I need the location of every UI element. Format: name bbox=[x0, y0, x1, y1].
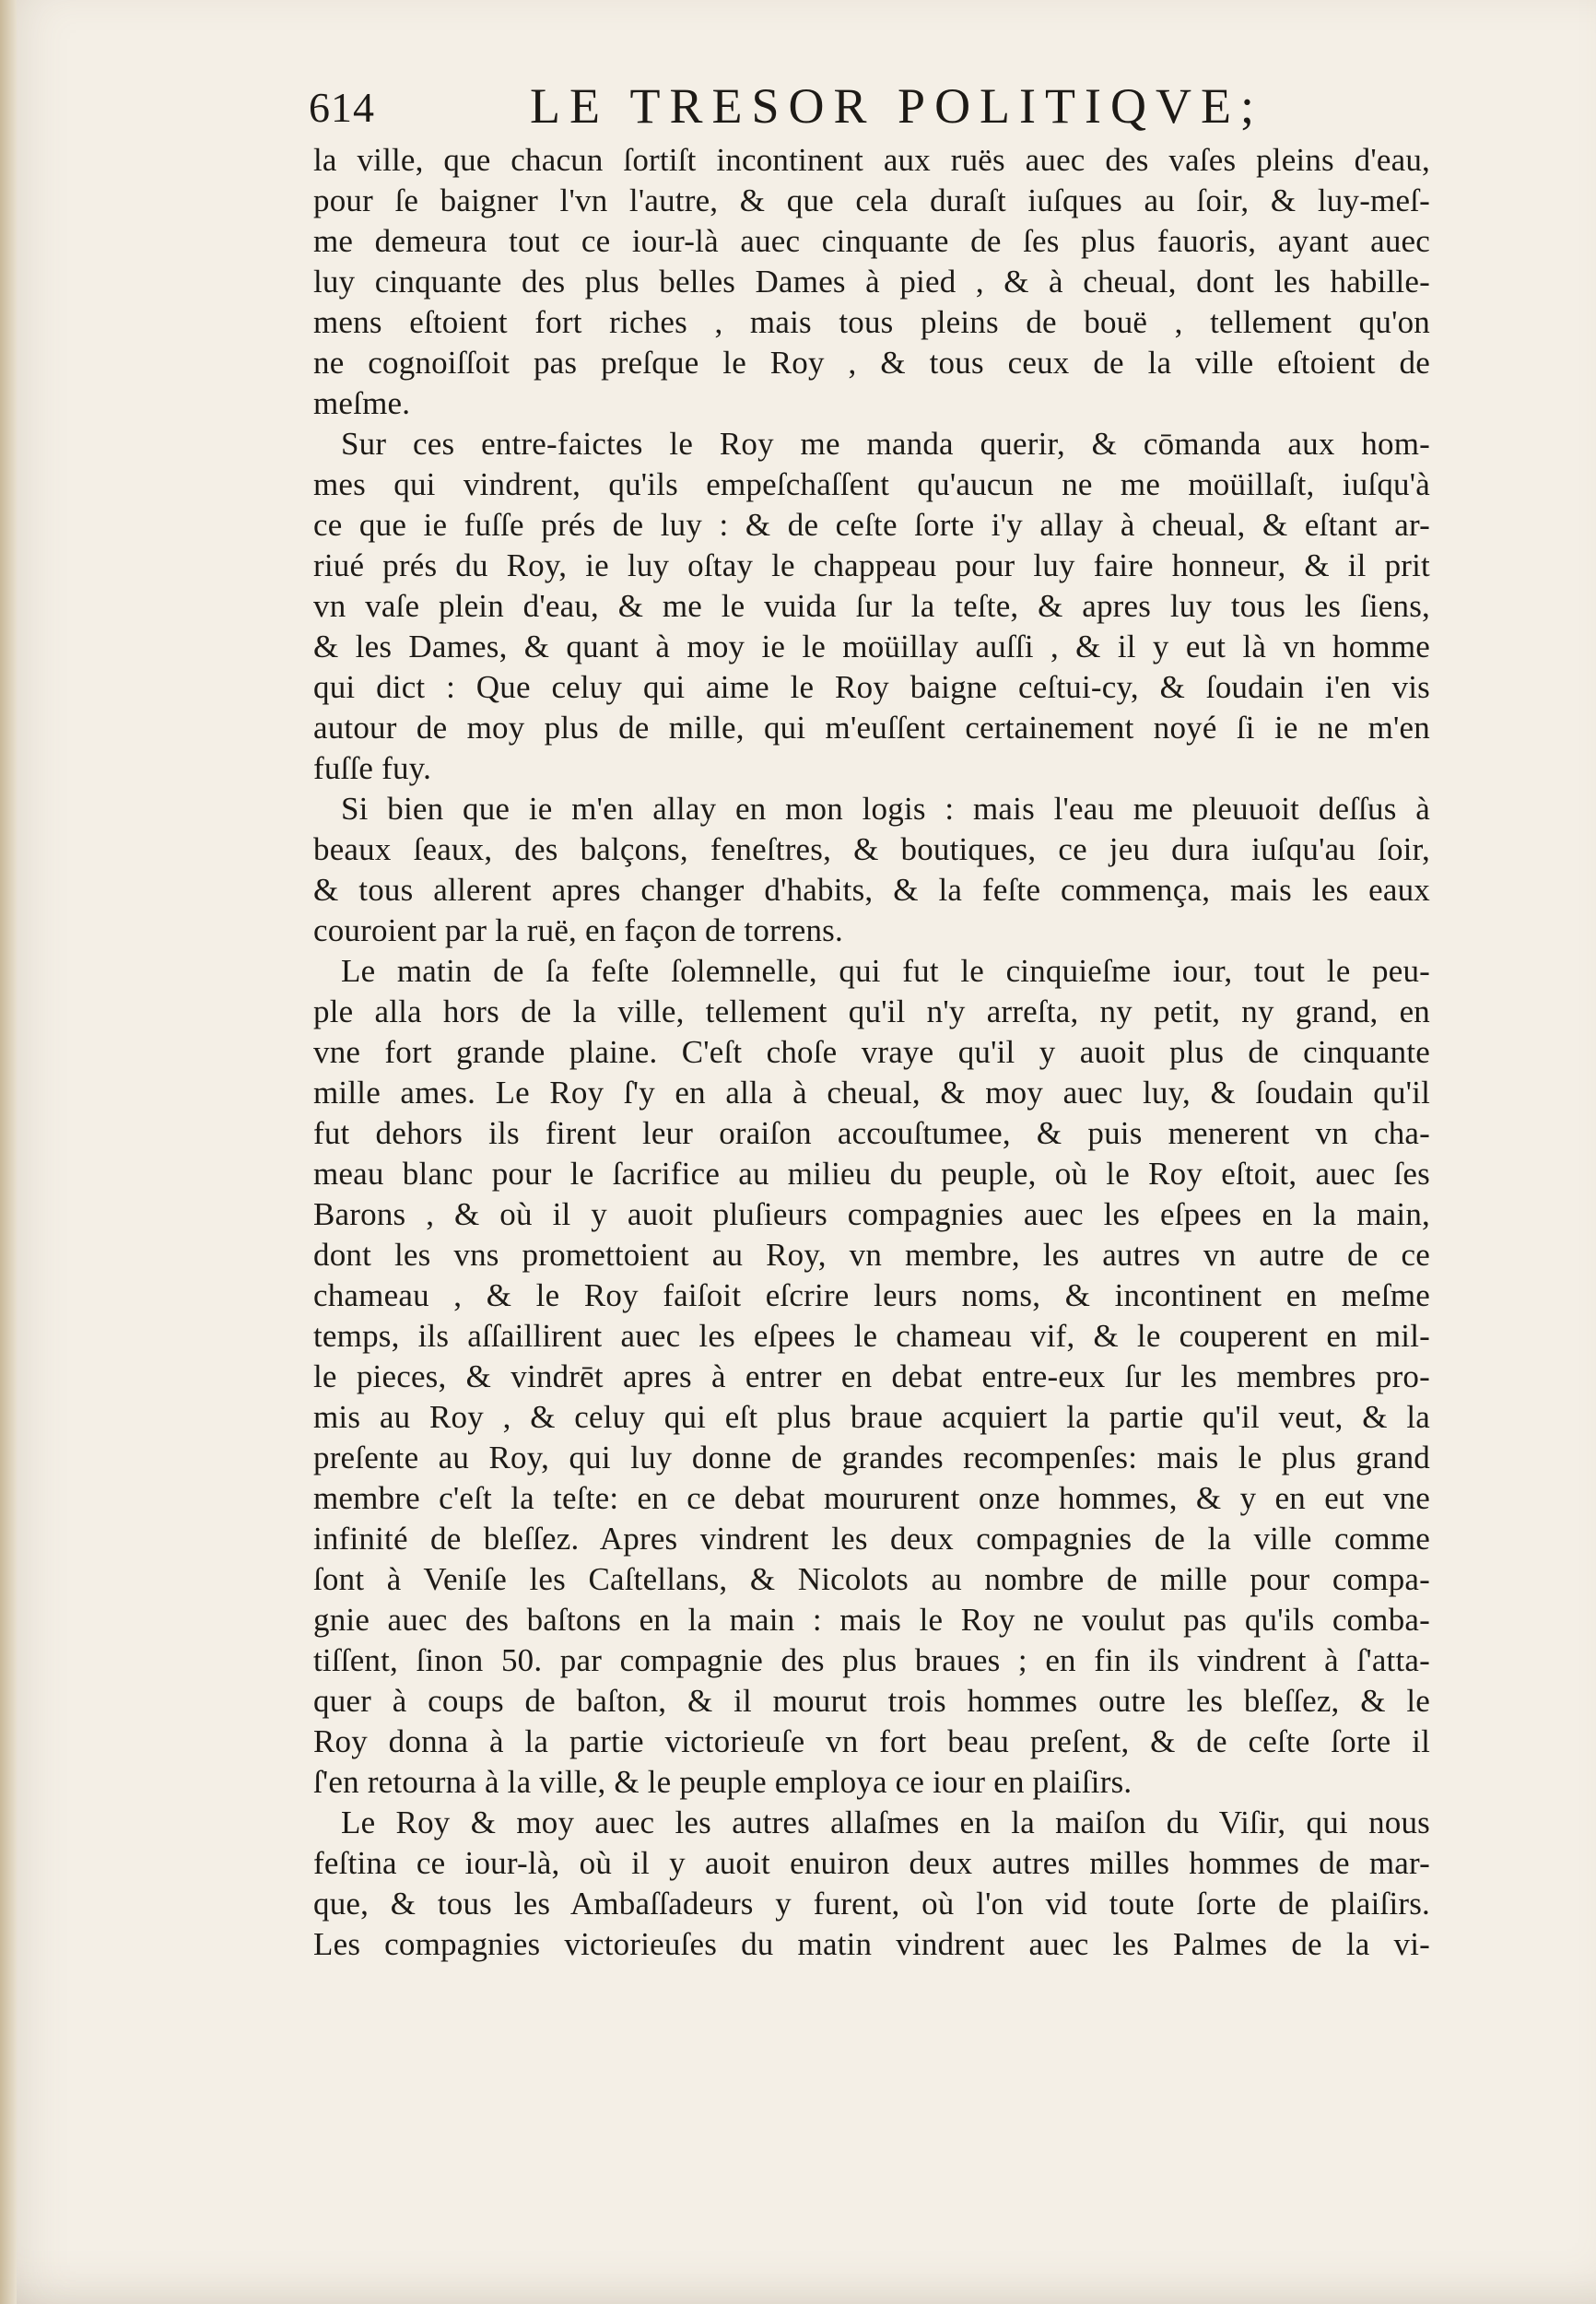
running-head: LE TRESOR POLITIQVE; bbox=[530, 78, 1263, 134]
text-line: me demeura tout ce iour-là auec cinquante de ſes plus fauoris, ayant auec bbox=[313, 223, 1430, 259]
text-line: meſme. bbox=[313, 385, 411, 421]
body-text bbox=[313, 140, 1430, 1965]
text-line: dont les vns promettoient au Roy, vn membre, les autres vn autre de ce bbox=[313, 1237, 1430, 1273]
text-line: feſtina ce iour-là, où il y auoit enuiron deux autres milles hommes de mar- bbox=[313, 1845, 1430, 1881]
page-header bbox=[309, 72, 1263, 136]
page-number: 614 bbox=[309, 84, 375, 131]
text-line: ce que ie fuſſe prés de luy : & de ceſte ſorte i'y allay à cheual, & eſtant ar- bbox=[313, 507, 1430, 543]
text-line: infinité de bleſſez. Apres vindrent les deux compagnies de la ville comme bbox=[313, 1521, 1430, 1557]
text-line: Les compagnies victorieuſes du matin vindrent auec les Palmes de la vi- bbox=[313, 1926, 1430, 1962]
text-line: couroient par la ruë, en façon de torrens. bbox=[313, 912, 843, 948]
text-line: ſont à Veniſe les Caſtellans, & Nicolots au nombre de mille pour compa- bbox=[313, 1561, 1430, 1597]
text-line: ſ'en retourna à la ville, & le peuple employa ce iour en plaiſirs. bbox=[313, 1764, 1132, 1800]
text-line: Si bien que ie m'en allay en mon logis : mais l'eau me pleuuoit deſſus à bbox=[341, 791, 1430, 827]
text-line: Sur ces entre-faictes le Roy me manda querir, & cōmanda aux hom- bbox=[341, 426, 1430, 462]
text-line: que, & tous les Ambaſſadeurs y furent, où l'on vid toute ſorte de plaiſirs. bbox=[313, 1886, 1430, 1922]
text-line: chameau , & le Roy faiſoit eſcrire leurs noms, & incontinent en meſme bbox=[313, 1277, 1430, 1313]
text-line: mille ames. Le Roy ſ'y en alla à cheual, & moy auec luy, & ſoudain qu'il bbox=[313, 1075, 1430, 1111]
text-line: mens eſtoient fort riches , mais tous pleins de bouë , tellement qu'on bbox=[313, 304, 1430, 340]
text-line: qui dict : Que celuy qui aime le Roy baigne ceſtui-cy, & ſoudain i'en vis bbox=[313, 669, 1430, 705]
text-line: ple alla hors de la ville, tellement qu'il n'y arreſta, ny petit, ny grand, en bbox=[313, 993, 1430, 1029]
text-line: fut dehors ils firent leur oraiſon accouſtumee, & puis menerent vn cha- bbox=[313, 1115, 1430, 1151]
text-line: Roy donna à la partie victorieuſe vn fort beau preſent, & de ceſte ſorte il bbox=[313, 1723, 1430, 1759]
text-line: luy cinquante des plus belles Dames à pied , & à cheual, dont les habille- bbox=[313, 264, 1430, 300]
text-line: vn vaſe plein d'eau, & me le vuida ſur la teſte, & apres luy tous les ſiens, bbox=[313, 588, 1430, 624]
text-line: riué prés du Roy, ie luy oſtay le chappeau pour luy faire honneur, & il prit bbox=[313, 547, 1430, 583]
text-line: membre c'eſt la teſte: en ce debat moururent onze hommes, & y en eut vne bbox=[313, 1480, 1430, 1516]
text-line: mis au Roy , & celuy qui eſt plus braue acquiert la partie qu'il veut, & la bbox=[313, 1399, 1430, 1435]
text-line: tiſſent, ſinon 50. par compagnie des plus braues ; en fin ils vindrent à ſ'atta- bbox=[313, 1642, 1430, 1678]
text-line: beaux ſeaux, des balçons, feneſtres, & boutiques, ce jeu dura iuſqu'au ſoir, bbox=[313, 831, 1430, 867]
text-line: & tous allerent apres changer d'habits, & la feſte commença, mais les eaux bbox=[313, 872, 1430, 908]
text-line: quer à coups de baſton, & il mourut trois hommes outre les bleſſez, & le bbox=[313, 1683, 1430, 1719]
text-line: Le Roy & moy auec les autres allaſmes en la maiſon du Viſir, qui nous bbox=[341, 1804, 1430, 1840]
text-line: gnie auec des baſtons en la main : mais le Roy ne voulut pas qu'ils comba- bbox=[313, 1602, 1430, 1638]
text-line: le pieces, & vindrēt apres à entrer en debat entre-eux ſur les membres pro- bbox=[313, 1358, 1430, 1394]
text-line: Barons , & où il y auoit pluſieurs compagnies auec les eſpees en la main, bbox=[313, 1196, 1430, 1232]
text-line: meau blanc pour le ſacrifice au milieu du peuple, où le Roy eſtoit, auec ſes bbox=[313, 1156, 1430, 1192]
text-line: la ville, que chacun ſortiſt incontinent aux ruës auec des vaſes pleins d'eau, bbox=[313, 142, 1430, 178]
text-line: temps, ils aſſaillirent auec les eſpees le chameau vif, & le couperent en mil- bbox=[313, 1318, 1430, 1354]
text-line: ne cognoiſſoit pas preſque le Roy , & tous ceux de la ville eſtoient de bbox=[313, 345, 1430, 381]
text-line: mes qui vindrent, qu'ils empeſchaſſent qu'aucun ne me moüillaſt, iuſqu'à bbox=[313, 466, 1430, 502]
text-line: vne fort grande plaine. C'eſt choſe vraye qu'il y auoit plus de cinquante bbox=[313, 1034, 1430, 1070]
text-line: Le matin de ſa feſte ſolemnelle, qui fut le cinquieſme iour, tout le peu- bbox=[341, 953, 1430, 989]
text-line: autour de moy plus de mille, qui m'euſſent certainement noyé ſi ie ne m'en bbox=[313, 710, 1430, 746]
page-gutter bbox=[0, 0, 17, 2304]
text-line: preſente au Roy, qui luy donne de grandes recompenſes: mais le plus grand bbox=[313, 1440, 1430, 1475]
text-line: pour ſe baigner l'vn l'autre, & que cela duraſt iuſques au ſoir, & luy-meſ- bbox=[313, 182, 1430, 218]
text-line: & les Dames, & quant à moy ie le moüillay auſſi , & il y eut là vn homme bbox=[313, 629, 1430, 664]
text-line: fuſſe fuy. bbox=[313, 750, 432, 786]
